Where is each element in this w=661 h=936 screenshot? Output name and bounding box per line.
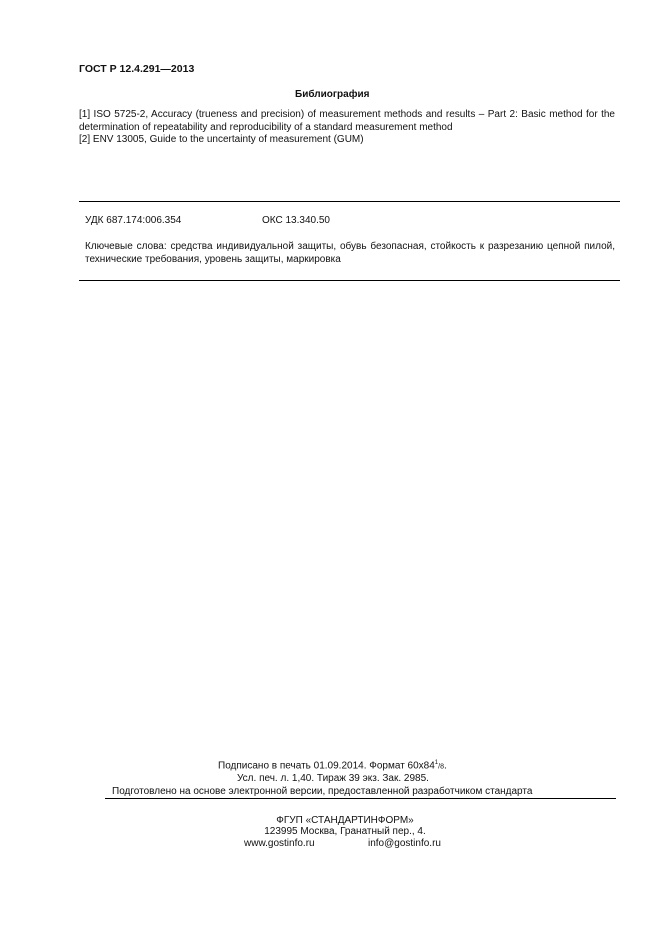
divider-footer [105,798,616,799]
bibliography-item-2: [2] ENV 13005, Guide to the uncertainty of measurement (GUM) [79,134,364,145]
format-fraction-numerator: 1 [434,760,439,766]
imprint-print-data: Усл. печ. л. 1,40. Тираж 39 экз. Зак. 2985. [237,773,429,784]
imprint-prepared: Подготовлено на основе электронной версии, предоставленной разработчиком стандарта [112,786,533,797]
oks-code: ОКС 13.340.50 [262,215,330,226]
bibliography-item-1: [1] ISO 5725-2, Accuracy (trueness and precision) of measurement methods and results – Part 2: Basic method for the determination of repeatability and reproducibility of a standard measurement method [79,109,615,133]
keywords: Ключевые слова: средства индивидуальной защиты, обувь безопасная, стойкость к разрезанию цепной пилой, технические требования, уровень защиты, маркировка [85,241,615,265]
publisher-address: 123995 Москва, Гранатный пер., 4. [264,826,426,837]
divider-top [79,201,620,202]
bibliography-title [79,89,615,100]
publisher-email-link[interactable]: info@gostinfo.ru [368,838,441,849]
imprint-signed-end: . [443,760,447,772]
imprint-signed-text: Подписано в печать 01.09.2014. Формат 60x84 [218,760,435,772]
format-fraction-denominator: /8 [438,763,444,771]
bibliography-title-text: Библиография [295,89,370,100]
document-code: ГОСТ Р 12.4.291—2013 [79,63,195,75]
publisher-website-link[interactable]: www.gostinfo.ru [244,838,315,849]
publisher-name: ФГУП «СТАНДАРТИНФОРМ» [276,815,414,826]
imprint-signed [218,760,447,771]
udk-code: УДК 687.174:006.354 [85,215,182,226]
divider-bottom [79,280,620,281]
